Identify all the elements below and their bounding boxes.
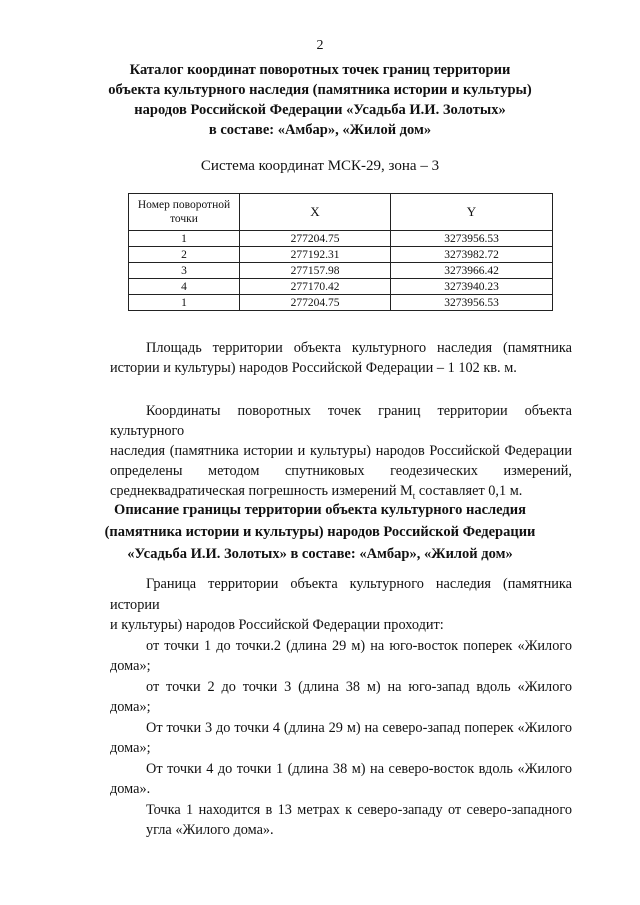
cell-point: 1 (129, 231, 240, 247)
text-line: дома». (110, 781, 151, 797)
description-title-line: (памятника истории и культуры) народов Российской Федерации (104, 524, 536, 540)
text-line: дома»; (110, 658, 151, 674)
cell-y: 3273966.42 (391, 263, 553, 279)
cell-y: 3273982.72 (391, 247, 553, 263)
text-line: От точки 4 до точки 1 (длина 38 м) на северо-восток вдоль «Жилого (146, 760, 572, 777)
catalog-title-line: народов Российской Федерации «Усадьба И.И. Золотых» (134, 102, 506, 118)
text-line: Площадь территории объекта культурного наследия (памятника (146, 340, 572, 356)
coordinate-system: Система координат МСК-29, зона – 3 (200, 158, 440, 174)
cell-y: 3273956.53 (391, 295, 553, 311)
boundary-paragraph (110, 574, 572, 841)
cell-point: 1 (129, 295, 240, 311)
cell-y: 3273956.53 (391, 231, 553, 247)
header-x: X (240, 194, 391, 231)
description-title-line: «Усадьба И.И. Золотых» в составе: «Амбар», «Жилой дом» (127, 546, 513, 562)
cell-x: 277192.31 (240, 247, 391, 263)
table-row (129, 263, 553, 279)
method-paragraph (110, 401, 572, 506)
subscript: t (412, 490, 416, 501)
text-line: истории и культуры) народов Российской Федерации – 1 102 кв. м. (110, 360, 517, 376)
cell-x: 277170.42 (240, 279, 391, 295)
text-line: от точки 2 до точки 3 (длина 38 м) на юго-запад вдоль «Жилого дома»; (110, 678, 572, 715)
cell-point: 4 (129, 279, 240, 295)
table-row (129, 295, 553, 311)
catalog-title-line: в составе: «Амбар», «Жилой дом» (208, 122, 432, 138)
header-y: Y (391, 194, 553, 231)
catalog-title-line: объекта культурного наследия (памятника истории и культуры) (108, 82, 532, 98)
text-line: Точка 1 находится в 13 метрах к северо-западу от северо-западного (146, 801, 572, 818)
catalog-title (40, 60, 600, 140)
text-segment: составляет 0,1 м. (415, 483, 523, 499)
description-title (40, 499, 600, 565)
description-title-line: Описание границы территории объекта культурного наследия (114, 502, 526, 518)
text-line: дома»; (110, 740, 151, 756)
cell-point: 3 (129, 263, 240, 279)
header-point-number: Номер поворотной точки (129, 194, 240, 231)
table-header-row (129, 194, 553, 231)
text-line: Координаты поворотных точек границ территории объекта культурного (110, 403, 572, 439)
text-line: и культуры) народов Российской Федерации проходит: (110, 617, 444, 633)
text-line: От точки 3 до точки 4 (длина 29 м) на северо-запад поперек «Жилого (146, 719, 572, 736)
cell-x: 277204.75 (240, 295, 391, 311)
page-number: 2 (316, 38, 324, 53)
text-line: Граница территории объекта культурного наследия (памятника истории (110, 576, 572, 613)
cell-y: 3273940.23 (391, 279, 553, 295)
table-row (129, 279, 553, 295)
text-line: от точки 1 до точки.2 (длина 29 м) на юго-восток поперек «Жилого (146, 637, 572, 654)
table-row (129, 231, 553, 247)
coordinates-table (128, 193, 553, 311)
cell-x: 277157.98 (240, 263, 391, 279)
text-line: угла «Жилого дома». (146, 822, 274, 838)
cell-x: 277204.75 (240, 231, 391, 247)
table-row (129, 247, 553, 263)
text-line: определены методом спутниковых геодезических измерений, (110, 463, 572, 479)
text-segment: среднеквадратическая погрешность измерений M (110, 483, 413, 499)
catalog-title-line: Каталог координат поворотных точек границ территории (129, 62, 511, 78)
text-line: наследия (памятника истории и культуры) народов Российской Федерации (110, 443, 572, 459)
cell-point: 2 (129, 247, 240, 263)
area-paragraph (110, 338, 572, 378)
